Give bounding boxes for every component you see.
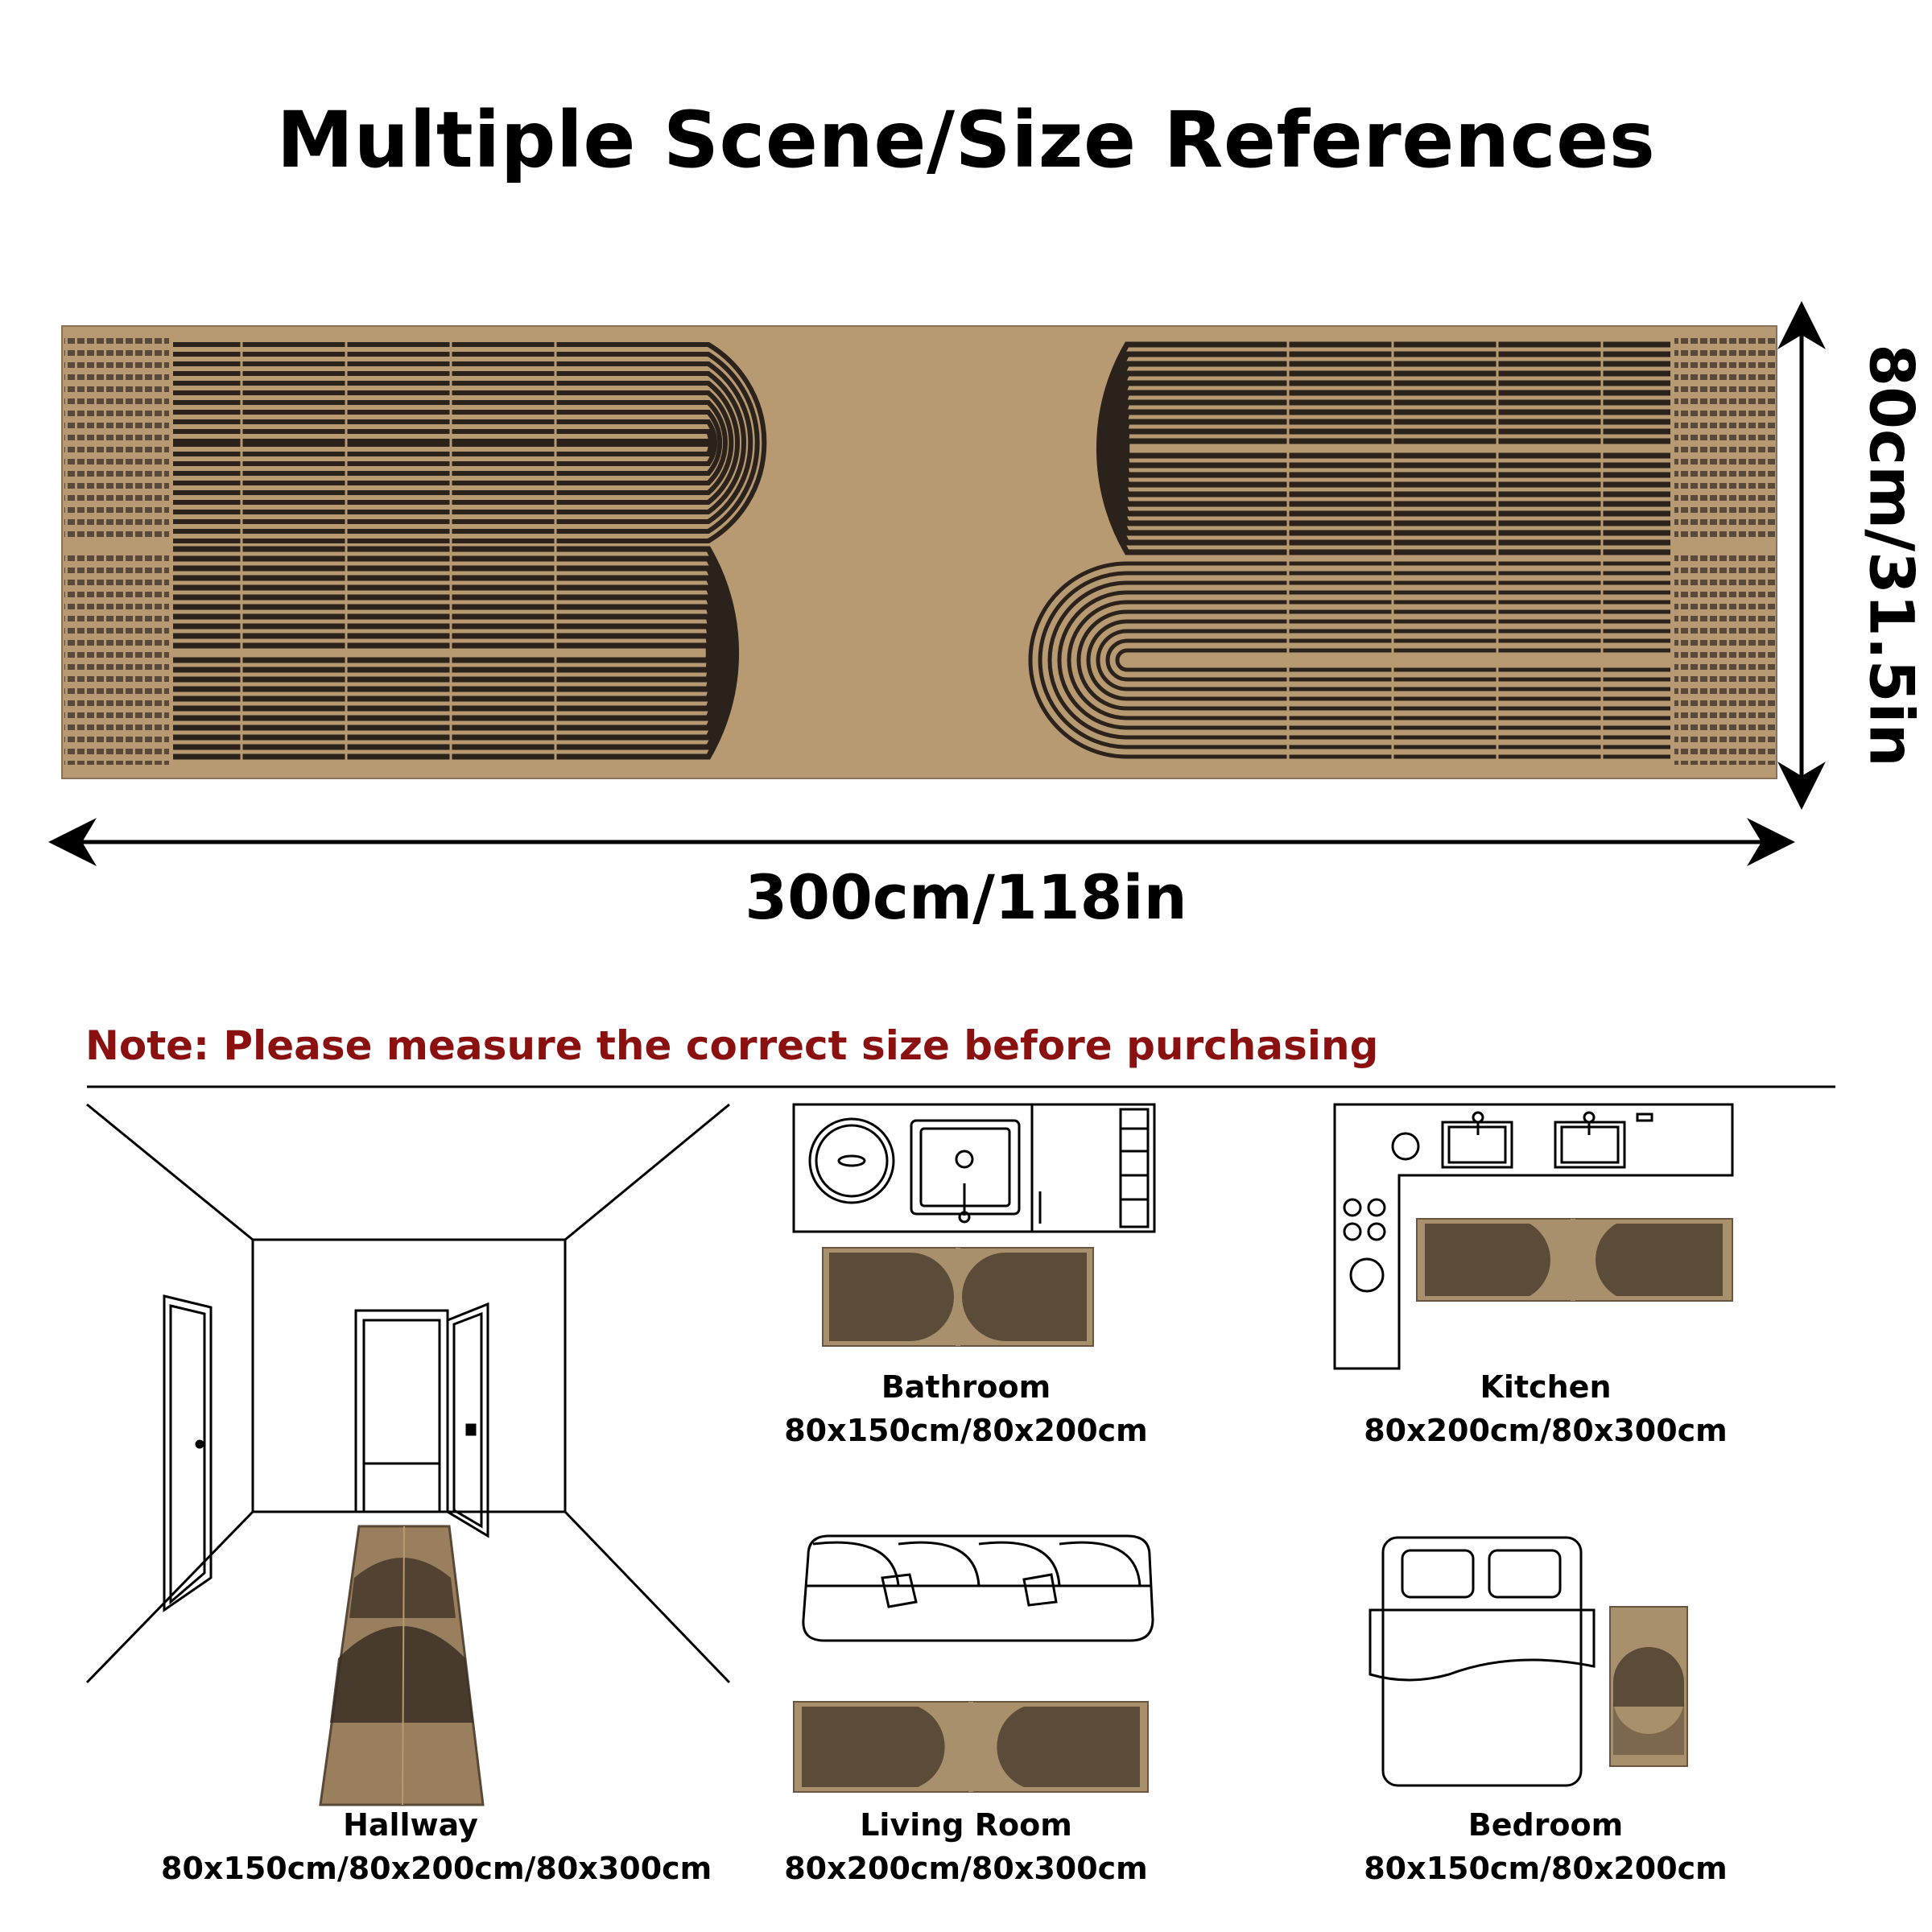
measure-note: Note: Please measure the correct size before purchasing — [85, 1022, 1379, 1069]
scene-name: Hallway — [343, 1807, 478, 1843]
scene-label-hallway — [161, 1803, 712, 1890]
width-dimension-label: 300cm/118in — [745, 861, 1187, 933]
scene-sizes: 80x200cm/80x300cm — [784, 1851, 1148, 1886]
scene-name: Bathroom — [881, 1369, 1051, 1405]
height-dimension-wrapper — [1811, 346, 1932, 765]
page-title: Multiple Scene/Size References — [276, 95, 1656, 185]
scene-sizes: 80x150cm/80x200cm — [1364, 1851, 1728, 1886]
bedroom-rug — [1610, 1607, 1687, 1766]
living-room-rug — [794, 1702, 1148, 1792]
hallway-scene — [87, 1104, 729, 1805]
bedroom-scene — [1370, 1538, 1594, 1785]
scene-label-kitchen — [1336, 1365, 1755, 1452]
kitchen-rug — [1417, 1219, 1732, 1301]
scene-label-living-room — [757, 1803, 1175, 1890]
scene-sizes: 80x150cm/80x200cm — [784, 1413, 1148, 1448]
main-rug — [61, 325, 1777, 779]
bathroom-scene — [794, 1104, 1154, 1232]
height-dimension-label: 80cm/31.5in — [1856, 344, 1928, 767]
living-room-scene — [803, 1536, 1153, 1641]
scene-name: Bedroom — [1468, 1807, 1624, 1843]
bathroom-rug — [823, 1248, 1093, 1346]
scene-sizes: 80x200cm/80x300cm — [1364, 1413, 1728, 1448]
scene-name: Kitchen — [1480, 1369, 1612, 1405]
left-arcs — [173, 345, 764, 541]
scene-label-bedroom — [1336, 1803, 1755, 1890]
scene-label-bathroom — [757, 1365, 1175, 1452]
scene-sizes: 80x150cm/80x200cm/80x300cm — [161, 1851, 712, 1886]
scene-name: Living Room — [860, 1807, 1072, 1843]
